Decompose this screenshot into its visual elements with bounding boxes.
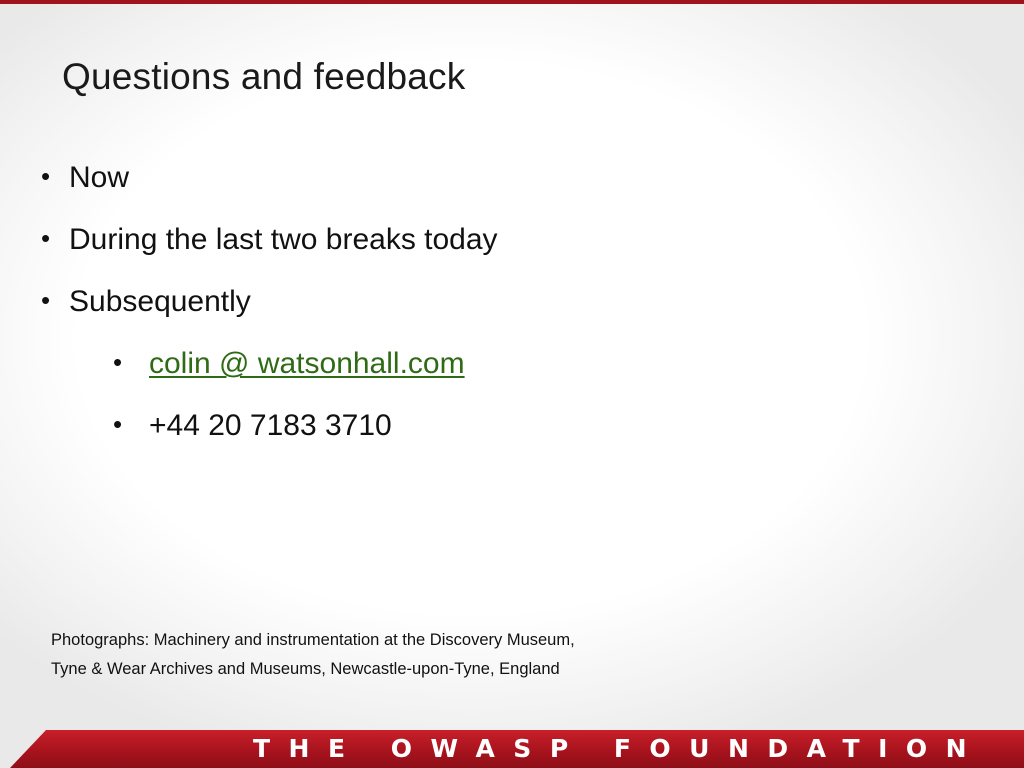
bullet-text: Subsequently	[69, 285, 251, 318]
bullet-item-breaks	[41, 223, 498, 257]
bullet-dot: •	[41, 161, 51, 191]
phone-number: +44 20 7183 3710	[149, 409, 392, 442]
bullet-text: Now	[69, 161, 130, 194]
photo-credits	[51, 626, 575, 684]
bullet-dot: •	[113, 409, 123, 439]
slide-title: Questions and feedback	[62, 56, 466, 97]
bullet-text: During the last two breaks today	[69, 223, 498, 256]
credits-line-2: Tyne & Wear Archives and Museums, Newcastle-upon-Tyne, England	[51, 660, 560, 678]
bullet-dot: •	[41, 223, 51, 253]
bullet-item-subsequently	[41, 285, 251, 319]
sub-bullet-email	[113, 347, 465, 381]
credits-line-1: Photographs: Machinery and instrumentation at the Discovery Museum,	[51, 631, 575, 649]
top-accent-rule	[0, 0, 1024, 4]
bullet-item-now	[41, 161, 130, 195]
sub-bullet-phone	[113, 409, 392, 443]
bullet-dot: •	[41, 285, 51, 315]
footer-foundation-text: THE OWASP FOUNDATION	[253, 734, 986, 763]
bullet-dot: •	[113, 347, 123, 377]
email-link[interactable]: colin @ watsonhall.com	[149, 347, 465, 380]
